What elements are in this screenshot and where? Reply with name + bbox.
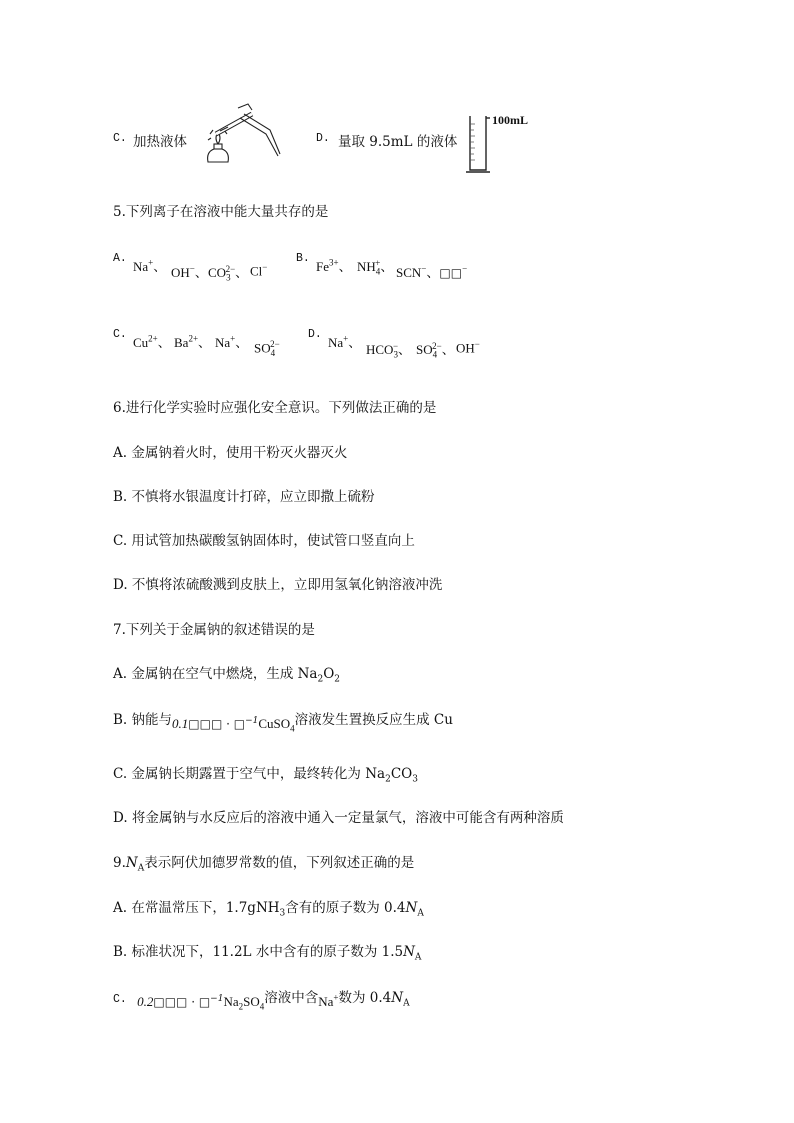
q6-option-a: A. 金属钠着火时，使用干粉灭火器灭火 [113,445,348,461]
q6-option-b: B. 不慎将水银温度计打碎，应立即撒上硫粉 [113,489,375,505]
q5d-ion-hco3: $HCO_3^-$、 [366,340,412,360]
q7b-suffix: 溶液发生置换反应生成 Cu [294,712,453,728]
option-letter: C. [113,328,127,341]
q5d-ion-so4: $SO_4^{2-}$、 [416,340,455,360]
q9c-suffix: 数为 0.4 [338,990,392,1006]
q6-option-d: D. 不慎将浓硫酸溅到皮肤上，立即用氢氧化钠溶液冲洗 [113,577,443,593]
option-letter: D. [316,132,330,145]
q6-option-c: C. 用试管加热碳酸氢钠固体时，使试管口竖直向上 [113,533,415,549]
option-letter: C. [113,132,127,145]
q7-option-b [113,708,453,734]
q7-option-d: D. 将金属钠与水反应后的溶液中通入一定量氯气，溶液中可能含有两种溶质 [113,810,564,826]
q5a-ion-oh: OH−、 [171,263,208,280]
q7-option-c-text: C. 金属钠长期露置于空气中，最终转化为 Na [113,766,386,782]
q9c-na-ion: Na+ [318,992,339,1009]
q7b-unit: □□□ · □ [188,717,246,731]
q9c-mid: 溶液中含 [264,990,319,1006]
q9-option-a: A. 在常温常压下，1.7gNH$_3$含有的原子数为 $0.4N_A$ [113,900,424,919]
q9-na-symbol: N [125,855,138,871]
q5c-ion-so4: $SO_4^{2-}$ [254,339,280,358]
option-text: 加热液体 [133,134,187,150]
option-letter: B. [296,252,310,265]
q7b-prefix: B. 钠能与 [113,712,173,728]
option-letter: C. [113,993,127,1006]
q7b-cuso4: CuSO$_4$ [258,716,295,734]
option-text: 量取 9.5mL 的液体 [338,134,458,150]
cylinder-label: 100mL [492,113,528,127]
q7b-concentration: 0.1 [172,716,189,731]
q5d-ion-oh: OH− [456,339,480,356]
q7-option-c: C. 金属钠长期露置于空气中，最终转化为 $Na_2CO_3$ [113,766,418,785]
heating-apparatus-image [200,100,290,178]
question-7-stem: 7.下列关于金属钠的叙述错误的是 [113,622,315,638]
q5b-ion-nh4: $NH_4^+$、 [357,257,394,277]
q5d-ion-na: Na+、 [328,333,362,350]
option-letter: D. [308,328,322,341]
q9-option-b: B. 标准状况下，11.2L 水中含有的原子数为 $1.5N_A$ [113,944,422,963]
q9-number: 9. [113,855,126,871]
q5a-ion-na: Na+、 [133,257,167,274]
q5b-ion-scn: SCN−、□□− [396,263,468,280]
q5a-ion-co3: $CO_3^{2-}$、 [208,263,249,283]
q5c-ion-cu: $Cu^{2+}$、 [133,333,171,350]
q7-option-a: A. 金属钠在空气中燃烧，生成 $Na_2O_2$ [113,666,341,685]
q7-option-a-text: A. 金属钠在空气中燃烧，生成 Na [113,666,318,682]
q5c-ion-ba: $Ba^{2+}$、 [174,333,212,350]
q9c-unit: □□□ · □ [153,995,211,1009]
question-9-stem: $9.N_A$表示阿伏加德罗常数的值，下列叙述正确的是 [113,855,415,874]
question-5-stem: 5.下列离子在溶液中能大量共存的是 [113,204,329,220]
option-letter: A. [113,252,127,265]
q9a-text: A. 在常温常压下，1.7gNH [113,900,280,916]
question-6-stem: 6.进行化学实验时应强化安全意识。下列做法正确的是 [113,400,437,416]
q9c-na2so4: $Na_2SO_4$ [223,994,265,1012]
q9c-concentration: 0.2 [137,994,154,1009]
q5c-ion-na: Na+、 [215,333,249,350]
q9c-unit-exp: −1 [210,993,224,1004]
q5a-ion-cl: Cl− [250,262,268,279]
q9-stem-text: 表示阿伏加德罗常数的值，下列叙述正确的是 [144,855,415,871]
q9b-text: B. 标准状况下，11.2L 水中含有的原子数为 1.5 [113,944,404,960]
q9a-mid: 含有的原子数为 0.4 [285,900,406,916]
q9-option-c: C. 0.2□□□ · $□^{-1}Na_2SO_4$溶液中含Na+数为 $0.4N_A$ [113,990,410,1012]
q5b-ion-fe: $Fe^{3+}$、 [316,257,352,274]
q7b-unit-exp: −1 [245,715,259,726]
